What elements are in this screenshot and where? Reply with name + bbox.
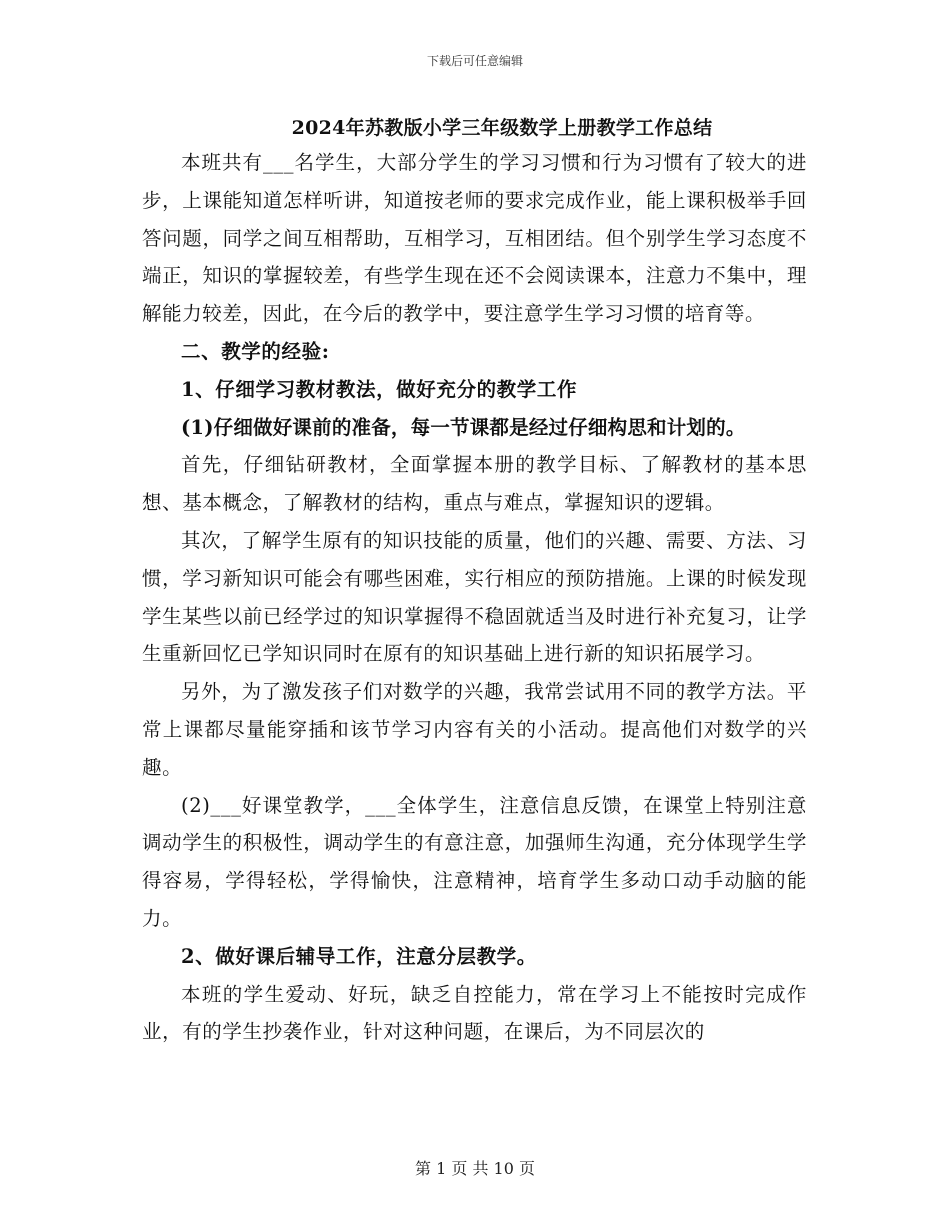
page-footer-number: 第 1 页 共 10 页: [415, 1159, 535, 1178]
paragraph-classroom-teaching: (2)___好课堂教学，___全体学生，注意信息反馈，在课堂上特别注意调动学生的积极性，调动学生的有意注意，加强师生沟通，充分体现学生学得容易，学得轻松，学得愉快，注意精神，培育学生多动口动手动脑的能力。: [142, 793, 807, 930]
subheading-after-class-tutoring: 2、做好课后辅导工作，注意分层教学。: [181, 944, 537, 968]
section-heading-teaching-experience: 二、教学的经验:: [181, 339, 330, 363]
paragraph-class-overview: 本班共有___名学生，大部分学生的学习习惯和行为习惯有了较大的进步，上课能知道怎样听讲，知道按老师的要求完成作业，能上课积极举手回答问题，同学之间互相帮助，互相学习，互相团结。但个别学生学习态度不端正，知识的掌握较差，有些学生现在还不会阅读课本，注意力不集中，理解能力较差，因此，在今后的教学中，要注意学生学习习惯的培育等。: [142, 151, 807, 326]
paragraph-class-students-habits: 本班的学生爱动、好玩，缺乏自控能力，常在学习上不能按时完成作业，有的学生抄袭作业，针对这种问题，在课后，为不同层次的: [142, 982, 807, 1044]
paragraph-second-understand-students: 其次，了解学生原有的知识技能的质量，他们的兴趣、需要、方法、习惯，学习新知识可能会有哪些困难，实行相应的预防措施。上课的时候发现学生某些以前已经学过的知识掌握得不稳固就适当及时进行补充复习，让学生重新回忆已学知识同时在原有的知识基础上进行新的知识拓展学习。: [142, 528, 807, 666]
page-header-note: 下载后可任意编辑: [426, 54, 523, 68]
paragraph-first-study-textbook: 首先，仔细钻研教材，全面掌握本册的教学目标、了解教材的基本思想、基本概念，了解教材的结构，重点与难点，掌握知识的逻辑。: [142, 453, 807, 515]
subheading-study-materials: 1、仔细学习教材教法，做好充分的教学工作: [181, 377, 578, 401]
paragraph-additionally-interest: 另外，为了激发孩子们对数学的兴趣，我常尝试用不同的教学方法。平常上课都尽量能穿插和该节学习内容有关的小活动。提高他们对数学的兴趣。: [142, 680, 807, 779]
document-title: 2024年苏教版小学三年级数学上册教学工作总结: [291, 117, 713, 139]
subheading-lesson-preparation: (1)仔细做好课前的准备，每一节课都是经过仔细构思和计划的。: [181, 415, 746, 439]
document-body: [142, 112, 807, 1051]
